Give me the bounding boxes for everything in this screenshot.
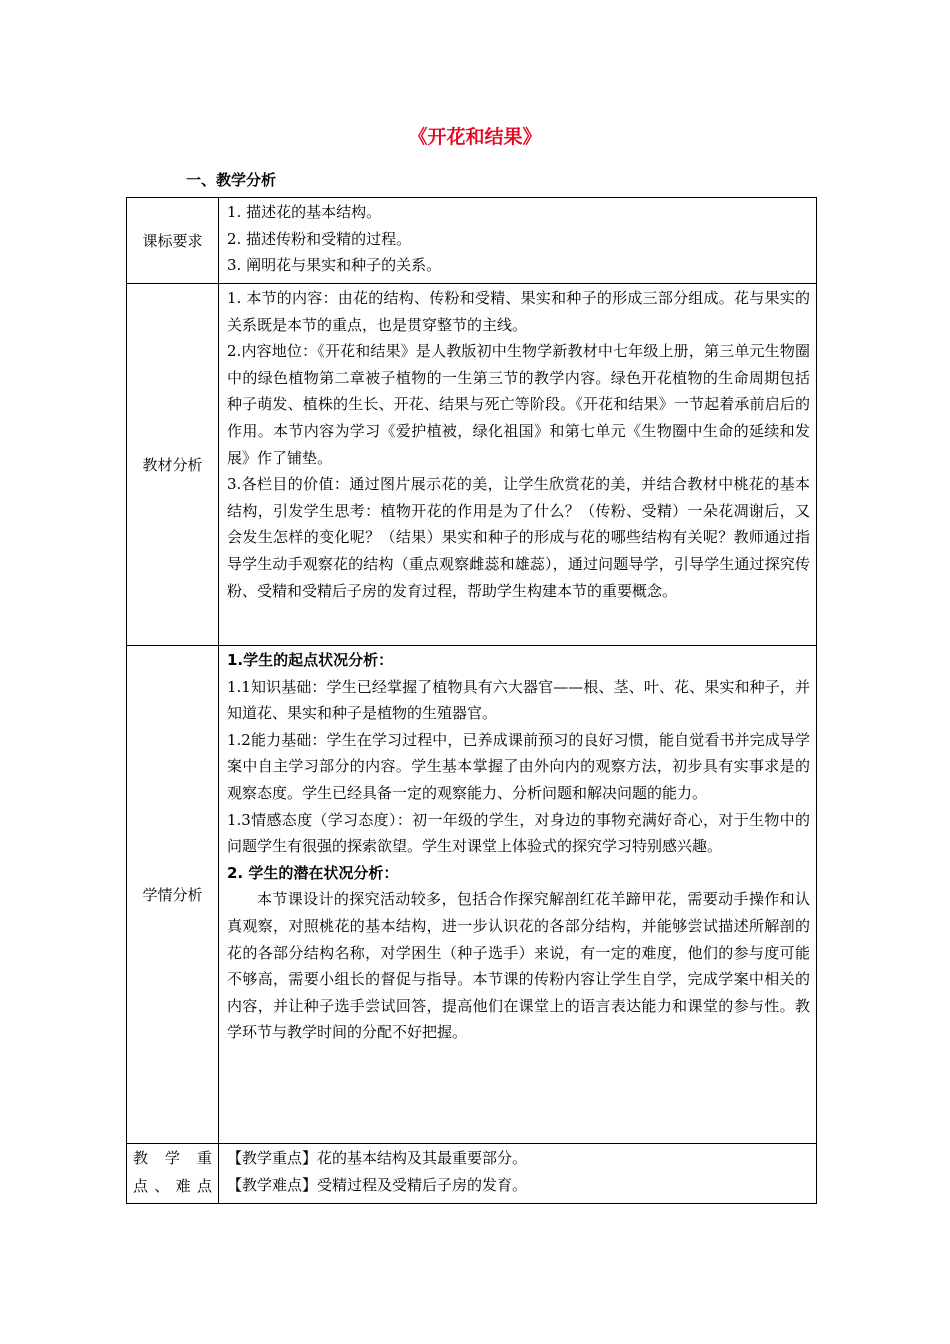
students-paragraph: 本节课设计的探究活动较多，包括合作探究解剖红花羊蹄甲花，需要动手操作和认真观察，对照桃花的基本结构，进一步认识花的各部分结构，并能够尝试描述所解剖的花的各部分结构名称，对学困生（种子选手）来说，有一定的难度，他们的参与度可能不够高，需要小组长的督促与指导。本节课的传粉内容让学生自学，完成学案中相关的内容，并让种子选手尝试回答，提高他们在课堂上的语言表达能力和课堂的参与性。教学环节与教学时间的分配不好把握。 (227, 890, 810, 1042)
teaching-focus: 【教学重点】花的基本结构及其最重要部分。 (227, 1149, 528, 1167)
content-students (219, 646, 817, 1144)
teaching-difficulty: 【教学难点】受精过程及受精后子房的发育。 (227, 1175, 528, 1194)
content-textbook (219, 284, 817, 646)
textbook-paragraph: 2.内容地位：《开花和结果》是人教版初中生物学新教材中七年级上册，第三单元生物圈中的绿色植物第二章被子植物的一生第三节的教学内容。绿色开花植物的生命周期包括种子萌发、植株的生长、开花、结果与死亡等阶段。《开花和结果》一节起着承前启后的作用。本节内容为学习《爱护植被，绿化祖国》和第七单元《生物圈中生命的延续和发展》作了铺垫。 (227, 342, 810, 467)
analysis-table (126, 197, 817, 1204)
content-curriculum (219, 198, 817, 284)
students-paragraph: 1.2能力基础：学生在学习过程中，已养成课前预习的良好习惯，能自觉看书并完成导学案中自主学习部分的内容。学生基本掌握了由外向内的观察方法，初步具有实事求是的观察态度。学生已经具备一定的观察能力、分析问题和解决问题的能力。 (227, 730, 810, 802)
document-title: 《开花和结果》 (408, 126, 542, 148)
curriculum-item: 2. 描述传粉和受精的过程。 (227, 229, 412, 248)
content-key-points (219, 1144, 817, 1204)
row-curriculum (127, 198, 817, 284)
label-textbook: 教材分析 (127, 284, 219, 646)
row-textbook (127, 284, 817, 646)
students-paragraph: 1.1知识基础：学生已经掌握了植物具有六大器官——根、茎、叶、花、果实和种子，并知道花、果实和种子是植物的生殖器官。 (227, 677, 810, 723)
label-key-points-line2: 点、难点 (133, 1177, 212, 1195)
row-students (127, 646, 817, 1144)
students-paragraph: 1.3情感态度（学习态度）：初一年级的学生，对身边的事物充满好奇心，对于生物中的问题学生有很强的探索欲望。学生对课堂上体验式的探究学习特别感兴趣。 (227, 810, 810, 856)
students-heading-2: 2. 学生的潜在状况分析： (227, 863, 399, 882)
textbook-paragraph: 3.各栏目的价值：通过图片展示花的美，让学生欣赏花的美，并结合教材中桃花的基本结构，引发学生思考：植物开花的作用是为了什么？（传粉、受精）一朵花凋谢后，又会发生怎样的变化呢？（结果）果实和种子的形成与花的哪些结构有关呢？教师通过指导学生动手观察花的结构（重点观察雌蕊和雄蕊），通过问题导学，引导学生通过探究传粉、受精和受精后子房的发育过程，帮助学生构建本节的重要概念。 (227, 475, 810, 600)
label-students: 学情分析 (127, 646, 219, 1144)
row-key-points (127, 1144, 817, 1204)
label-key-points-line1: 教 学 重 (133, 1149, 212, 1167)
textbook-paragraph: 1. 本节的内容：由花的结构、传粉和受精、果实和种子的形成三部分组成。花与果实的关系既是本节的重点，也是贯穿整节的主线。 (227, 289, 810, 334)
curriculum-item: 1. 描述花的基本结构。 (227, 203, 382, 221)
label-curriculum: 课标要求 (127, 198, 219, 284)
label-key-points (127, 1144, 219, 1204)
curriculum-item: 3. 阐明花与果实和种子的关系。 (227, 256, 442, 275)
students-heading-1: 1.学生的起点状况分析： (227, 651, 394, 669)
section-heading: 一、教学分析 (186, 171, 277, 189)
